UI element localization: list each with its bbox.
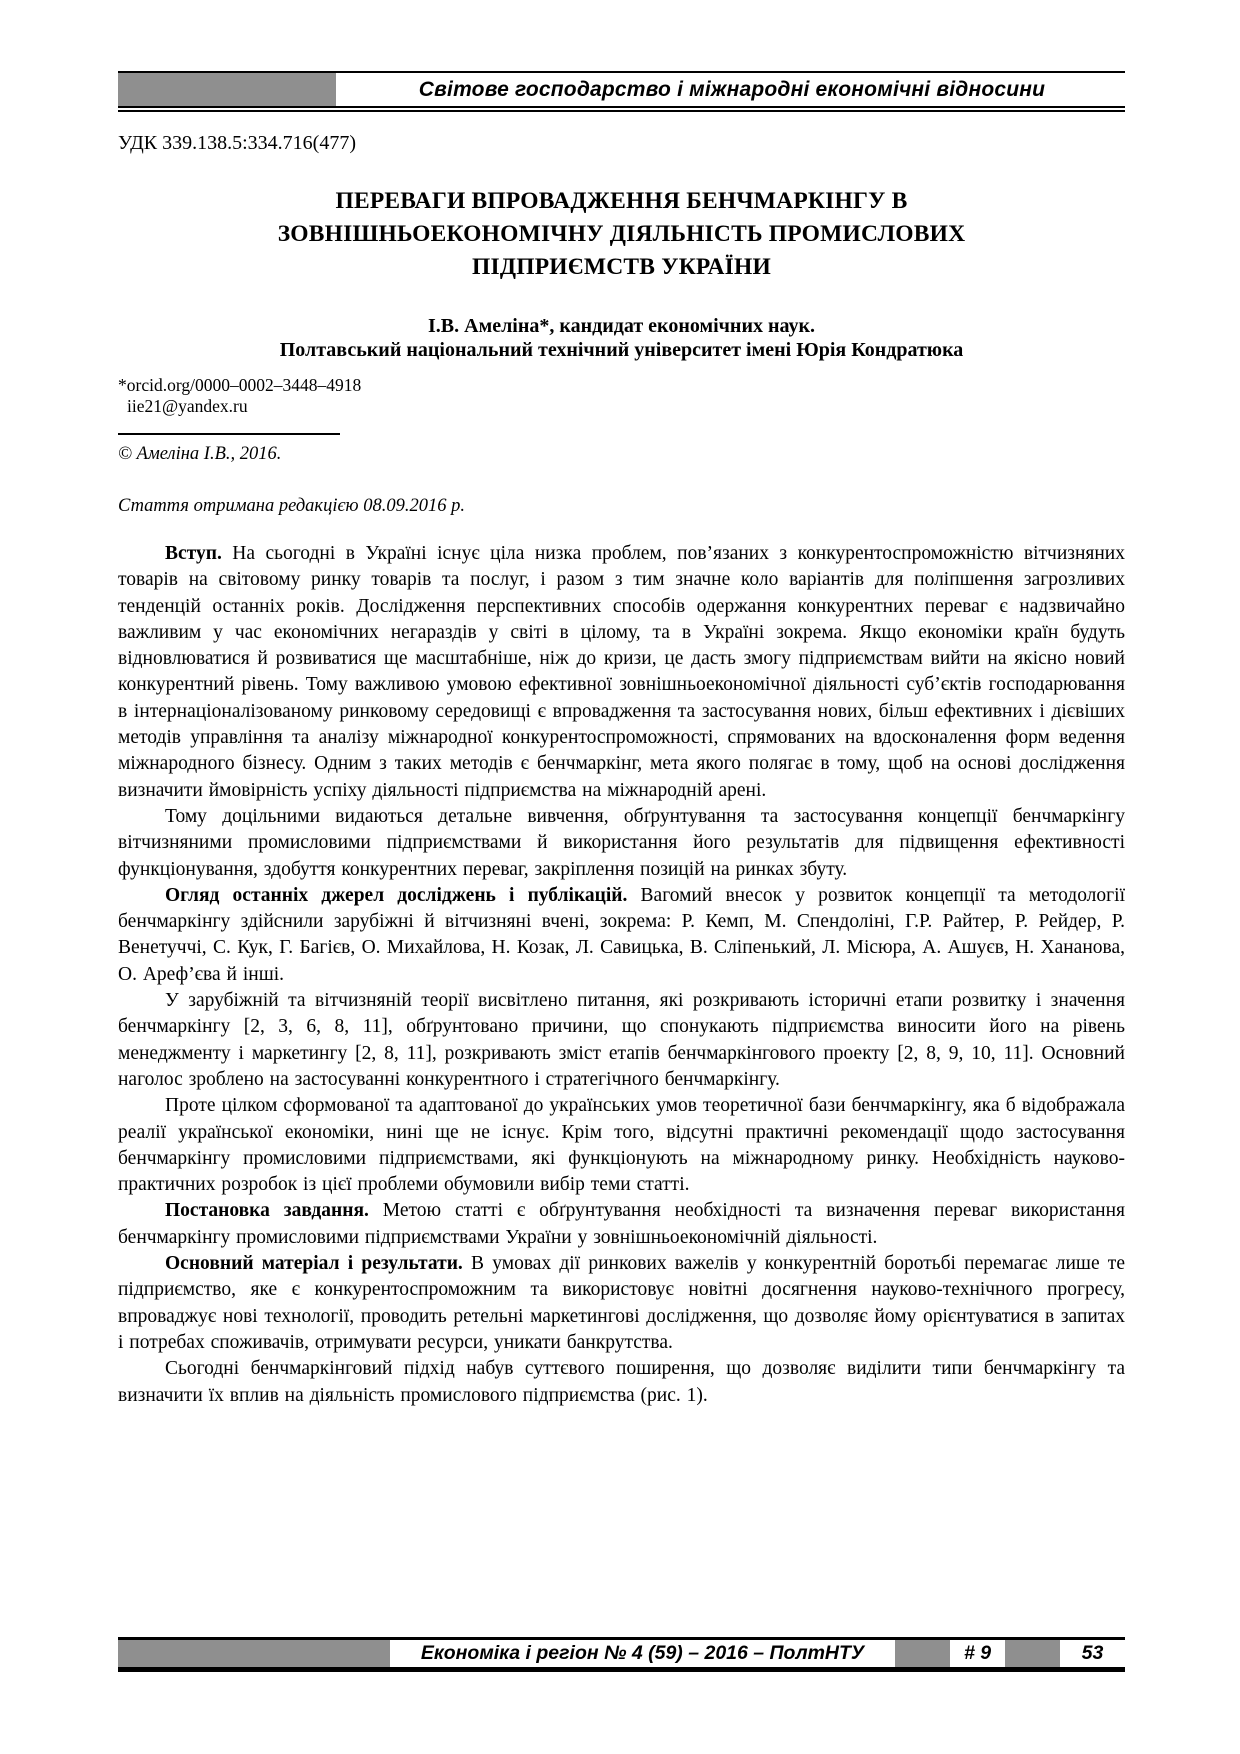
paragraph-text: Проте цілком сформованої та адаптованої до українських умов теоретичної бази бенчмаркінгу, яка б відображала реалії української економіки, нині ще не існує. Крім того, відсутні практичні рекомендації щодо застосування бенчмаркінгу промисловими підприємствами, які функціонують на міжнародному ринку. Необхідність науково-практичних розробок із цієї проблеми обумовили вибір теми статті. — [118, 1095, 1125, 1196]
paragraph-text: Тому доцільними видаються детальне вивчення, обґрунтування та застосування концепції бенчмаркінгу вітчизняними промисловими підприємствами й використання його результатів для підвищення ефективності функціонування, здобуття конкурентних переваг, закріплення позицій на ринках збуту. — [118, 805, 1125, 880]
footer-journal-title: Економіка і регіон № 4 (59) – 2016 – ПолтНТУ — [390, 1640, 895, 1667]
email-line: iie21@yandex.ru — [127, 396, 248, 416]
footer-page-number: 53 — [1060, 1640, 1125, 1667]
paragraph-lead: Основний матеріал і результати. — [165, 1253, 463, 1275]
paragraph-text: В умовах дії ринкових важелів у конкурентній боротьбі перемагає лише те підприємство, яке є конкурентоспроможним та використовує новітні досягнення науково-технічного прогресу, впроваджує нові технології, проводить ретельні маркетингові дослідження, що дозволяє йому орієнтуватися в запитах і потребах споживачів, отримувати ресурси, уникати банкрутства. — [118, 1253, 1125, 1353]
title-line: ПІДПРИЄМСТВ УКРАЇНИ — [472, 254, 771, 280]
footer-gray-block — [118, 1640, 390, 1667]
body-paragraph — [118, 1251, 1125, 1356]
paragraph-text: Вагомий внесок у розвиток концепції та методології бенчмаркінгу здійснили зарубіжні й вітчизняні вчені, зокрема: Р. Кемп, М. Спендоліні, Г.Р. Райтер, Р. Рейдер, Р. Венетуччі, С. Кук, Г. Багієв, О. Михайлова, Н. Козак, Л. Савицька, В. Сліпенький, Л. Місюра, А. Ашуєв, Н. Хананова, О. Ареф’єва й інші. — [118, 884, 1125, 985]
article-title — [118, 185, 1125, 284]
orcid-line: *orcid.org/0000–0002–3448–4918 — [118, 375, 362, 395]
body-paragraph — [118, 1356, 1125, 1409]
journal-section-title: Світове господарство і міжнародні економічні відносини — [418, 77, 1046, 101]
udc-code: УДК 339.138.5:334.716(477) — [118, 132, 356, 154]
paragraph-lead: Постановка завдання. — [165, 1200, 369, 1222]
title-line: ЗОВНІШНЬОЕКОНОМІЧНУ ДІЯЛЬНІСТЬ ПРОМИСЛОВИХ — [277, 221, 966, 247]
article-body — [118, 541, 1125, 1409]
page-footer-band — [118, 1637, 1125, 1672]
affiliation-line: Полтавський національний технічний університет імені Юрія Кондратюка — [279, 339, 964, 361]
page-content — [118, 0, 1125, 1409]
copyright-divider-line — [118, 433, 340, 435]
paragraph-lead: Вступ. — [165, 543, 222, 564]
author-line: І.В. Амеліна*, кандидат економічних наук. — [428, 315, 815, 337]
body-paragraph — [118, 988, 1125, 1093]
paragraph-lead: Огляд останніх джерел досліджень і публікацій. — [165, 884, 628, 906]
body-paragraph — [118, 541, 1125, 804]
body-paragraph — [118, 1093, 1125, 1198]
footer-gray-block — [895, 1640, 950, 1667]
header-gray-block — [118, 73, 339, 106]
body-paragraph — [118, 1198, 1125, 1251]
footer-gray-block — [1005, 1640, 1060, 1667]
paragraph-text: У зарубіжній та вітчизняній теорії висвітлено питання, які розкривають історичні етапи розвитку і значення бенчмаркінгу [2, 3, 6, 8, 11], обґрунтовано причини, що спонукають підприємства виносити його на рівень менеджменту і маркетингу [2, 8, 11], розкривають зміст етапів бенчмаркінгового проекту [2, 8, 9, 10, 11]. Основний наголос зроблено на застосуванні конкурентного і стратегічного бенчмаркінгу. — [118, 990, 1125, 1090]
copyright-line: © Амеліна І.В., 2016. — [118, 444, 282, 464]
body-paragraph — [118, 804, 1125, 883]
footer-issue-number: # 9 — [950, 1640, 1005, 1667]
paragraph-text: Метою статті є обґрунтування необхідності та визначення переваг використання бенчмаркінгу промисловими підприємствами України у зовнішньоекономічній діяльності. — [118, 1200, 1125, 1248]
paragraph-text: На сьогодні в Україні існує ціла низка проблем, пов’язаних з конкурентоспроможністю вітчизняних товарів на світовому ринку товарів та послуг, і разом з тим значне коло варіантів для поліпшення загрозливих тенденцій останніх років. Дослідження перспективних способів одержання конкурентних переваг є надзвичайно важливим у час економічних негараздів у світі в цілому, та в Україні зокрема. Якщо економіки країн будуть відновлюватися й розвиватися ще масштабніше, ніж до кризи, це дасть змогу підприємствам вийти на якісно новий конкурентний рівень. Тому важливою умовою ефективної зовнішньоекономічної діяльності суб’єктів господарювання в інтернаціоналізованому ринковому середовищі є впровадження та застосування нових, більш ефективних і дієвіших методів управління та аналізу міжнародної конкурентоспроможності, спрямованих на вдосконалення форм ведення міжнародного бізнесу. Одним з таких методів є бенчмаркінг, мета якого полягає в тому, щоб на основі дослідження визначити ймовірність успіху діяльності підприємства на міжнародній арені. — [118, 543, 1125, 801]
paragraph-text: Сьогодні бенчмаркінговий підхід набув суттєвого поширення, що дозволяє виділити типи бенчмаркінгу та визначити їх вплив на діяльність промислового підприємства (рис. 1). — [118, 1358, 1125, 1406]
journal-header-band — [118, 71, 1125, 112]
body-paragraph — [118, 883, 1125, 988]
title-line: ПЕРЕВАГИ ВПРОВАДЖЕННЯ БЕНЧМАРКІНГУ В — [335, 188, 908, 214]
received-date-line: Стаття отримана редакцією 08.09.2016 р. — [118, 496, 465, 516]
